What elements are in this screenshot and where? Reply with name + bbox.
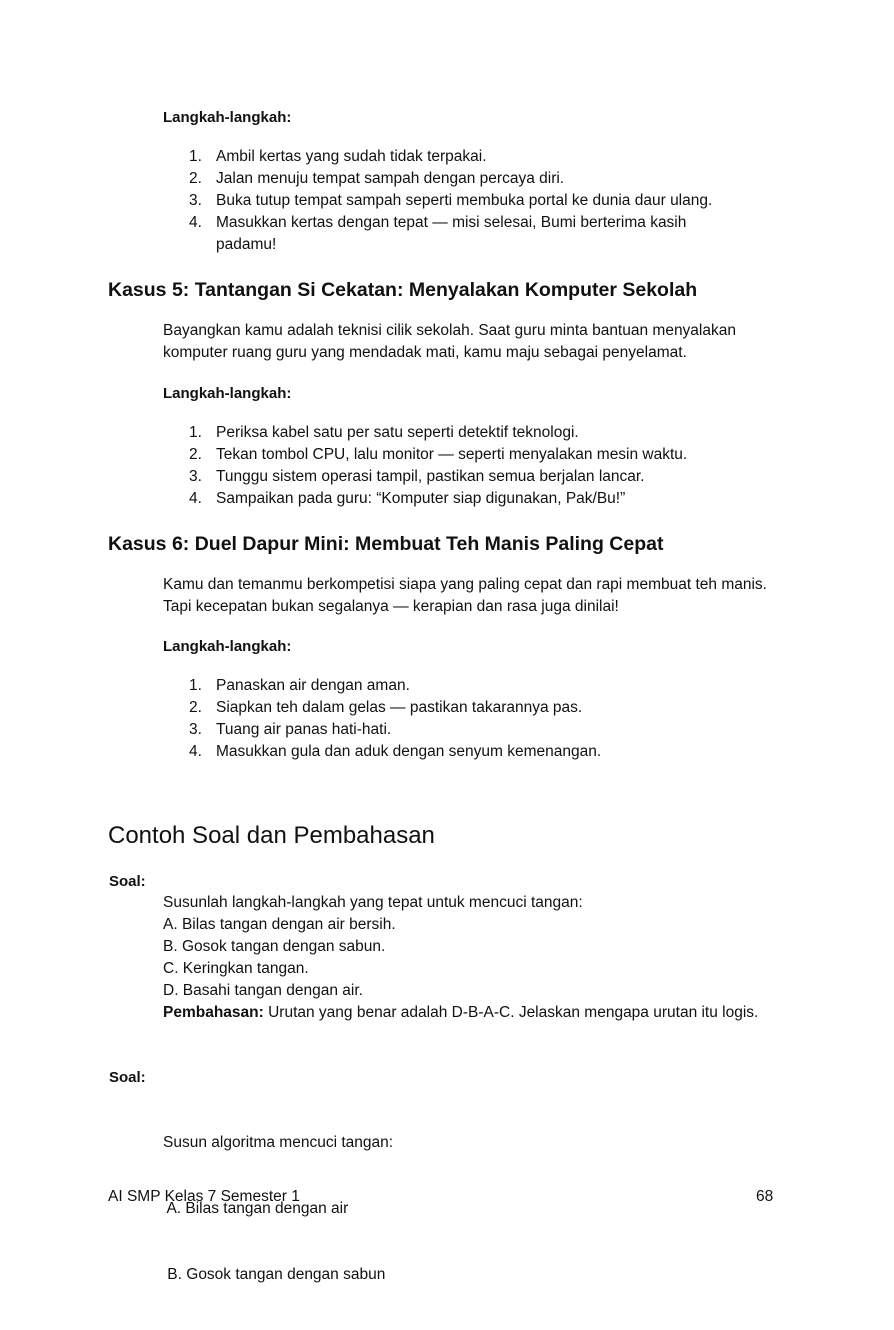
list-item: 3. Buka tutup tempat sampah seperti membuka portal ke dunia daur ulang. <box>189 192 713 209</box>
option-d: D. Basahi tangan dengan air. <box>163 982 363 999</box>
steps-list <box>162 146 772 256</box>
list-item: 1. Ambil kertas yang sudah tidak terpakai. <box>189 148 487 165</box>
list-item: 3. Tuang air panas hati-hati. <box>189 721 392 738</box>
case5-steps-label: Langkah-langkah: <box>163 385 292 402</box>
option-a: A. Bilas tangan dengan air bersih. <box>163 916 396 933</box>
list-item: 1. Panaskan air dengan aman. <box>189 677 410 694</box>
case5-steps-list <box>162 422 782 510</box>
discussion-text: Urutan yang benar adalah D-B-A-C. Jelaskan mengapa urutan itu logis. <box>263 1004 759 1021</box>
question-label: Soal: <box>109 873 146 890</box>
case5-heading: Kasus 5: Tantangan Si Cekatan: Menyalakan Komputer Sekolah <box>108 279 698 301</box>
list-item: 3. Tunggu sistem operasi tampil, pastikan semua berjalan lancar. <box>189 468 645 485</box>
steps-label: Langkah-langkah: <box>163 109 292 126</box>
question-prompt: Susunlah langkah-langkah yang tepat untuk mencuci tangan: <box>163 894 583 911</box>
question-label: Soal: <box>109 1069 146 1086</box>
list-item: 2. Siapkan teh dalam gelas — pastikan takarannya pas. <box>189 699 583 716</box>
list-item: 1. Periksa kabel satu per satu seperti detektif teknologi. <box>189 424 579 441</box>
case6-steps-label: Langkah-langkah: <box>163 638 292 655</box>
case5-intro: Bayangkan kamu adalah teknisi cilik sekolah. Saat guru minta bantuan menyalakan komputer ruang guru yang mendadak mati, kamu maju sebagai penyelamat. <box>163 322 736 361</box>
question-1 <box>163 892 773 1024</box>
option-c: C. Keringkan tangan. <box>163 960 309 977</box>
case6-heading: Kasus 6: Duel Dapur Mini: Membuat Teh Manis Paling Cepat <box>108 533 664 555</box>
list-item: 4. Masukkan kertas dengan tepat — misi selesai, Bumi berterima kasih padamu! <box>189 214 687 253</box>
option-b: B. Gosok tangan dengan sabun <box>163 1266 386 1283</box>
section-title: Contoh Soal dan Pembahasan <box>108 822 435 849</box>
list-item: 4. Sampaikan pada guru: “Komputer siap digunakan, Pak/Bu!” <box>189 490 626 507</box>
option-a: A. Bilas tangan dengan air <box>163 1200 349 1217</box>
question-prompt: Susun algoritma mencuci tangan: <box>163 1134 394 1151</box>
discussion-label: Pembahasan: <box>163 1004 264 1021</box>
list-item: 4. Masukkan gula dan aduk dengan senyum kemenangan. <box>189 743 602 760</box>
footer-book-title: AI SMP Kelas 7 Semester 1 <box>108 1188 300 1205</box>
discussion <box>163 1002 773 1024</box>
list-item: 2. Tekan tombol CPU, lalu monitor — seperti menyalakan mesin waktu. <box>189 446 688 463</box>
page-number: 68 <box>756 1188 774 1205</box>
case6-steps-list <box>162 675 782 763</box>
list-item: 2. Jalan menuju tempat sampah dengan percaya diri. <box>189 170 565 187</box>
option-b: B. Gosok tangan dengan sabun. <box>163 938 386 955</box>
question-2 <box>163 1088 773 1330</box>
case6-intro: Kamu dan temanmu berkompetisi siapa yang paling cepat dan rapi membuat teh manis. Tapi kecepatan bukan segalanya — kerapian dan rasa juga dinilai! <box>163 576 767 615</box>
